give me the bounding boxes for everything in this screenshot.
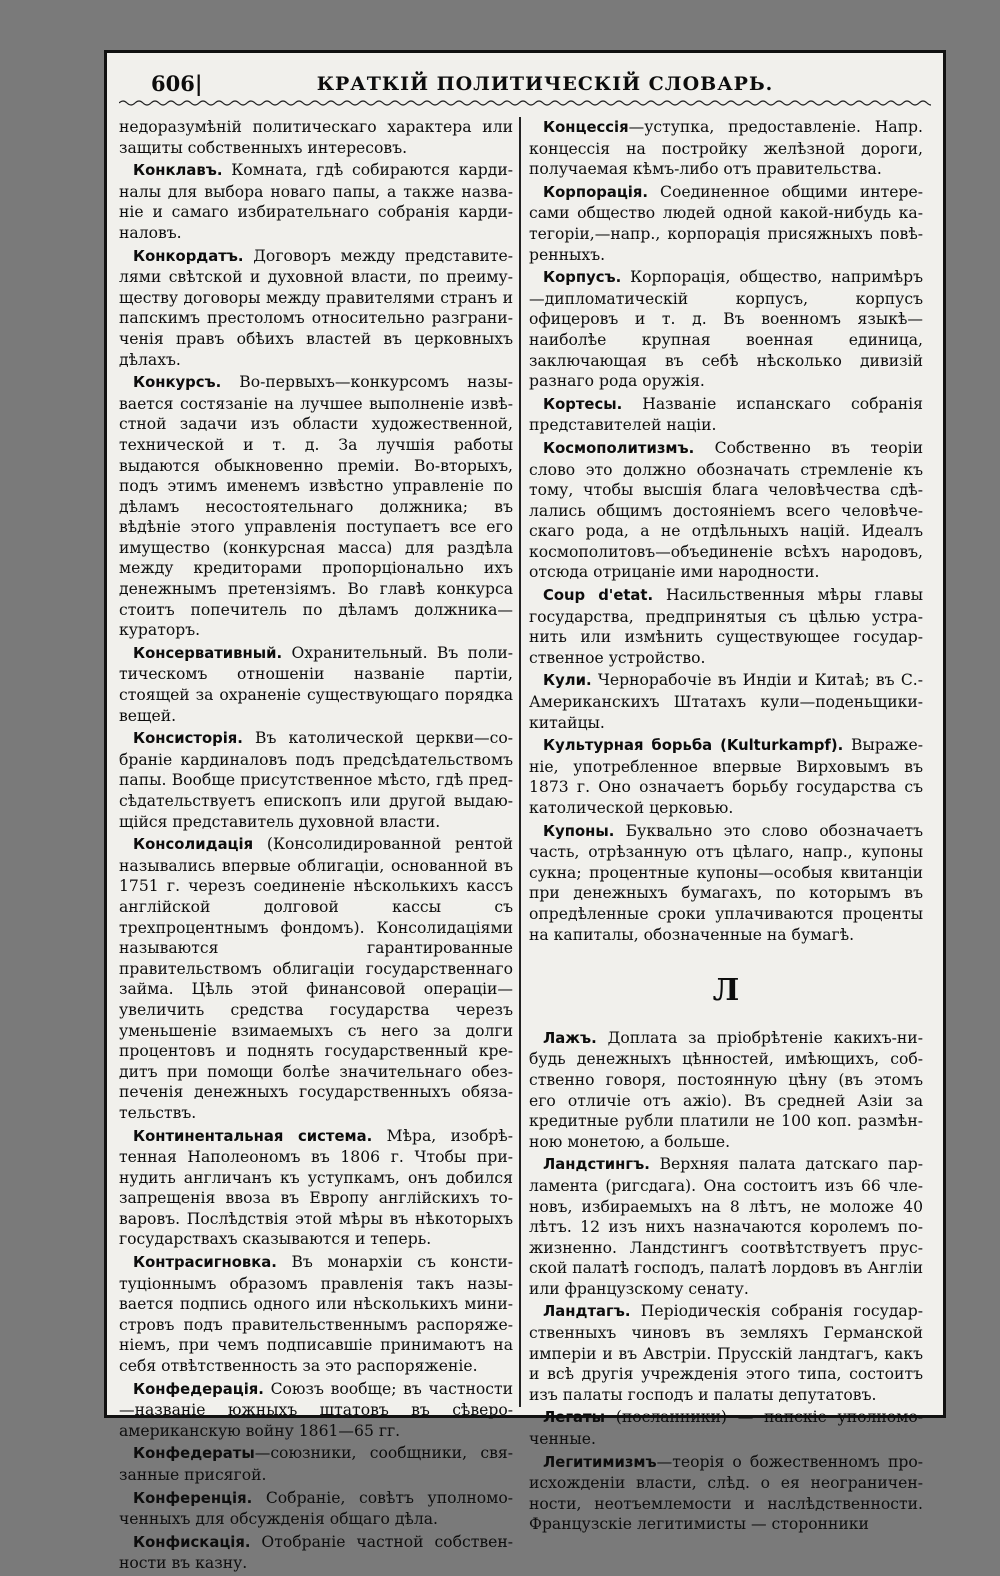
dictionary-entry (529, 1301, 923, 1405)
entry-term: Конфискація. (133, 1533, 251, 1551)
entry-term: Конференція. (133, 1489, 253, 1507)
entry-term: Легаты (543, 1409, 605, 1427)
dictionary-entry (119, 1443, 513, 1485)
dictionary-entry (119, 1488, 513, 1530)
entry-term: Coup d'etat. (543, 587, 654, 605)
entry-term: Консисторія. (133, 730, 243, 748)
entry-term: Концессія (543, 119, 629, 136)
entry-term: Космополитизмъ. (543, 439, 695, 457)
right-column (529, 117, 923, 1537)
entry-definition: Чернорабочіе въ Индіи и Китаѣ; въ С.-Американскихъ Штатахъ кули—поденьщики-китайцы. (529, 671, 923, 732)
dictionary-entry (529, 585, 923, 668)
page (104, 50, 946, 1573)
running-title: КРАТКІЙ ПОЛИТИЧЕСКІЙ СЛОВАРЬ. (316, 73, 774, 95)
dictionary-entry (529, 438, 923, 583)
entry-definition: Соединенное общими интересами общество людей одной какой-нибудь категоріи,—напр., корпорація присяжныхъ повѣренныхъ. (529, 182, 923, 264)
entry-term: Ландтагъ. (543, 1303, 631, 1321)
entry-term: Ландстингъ. (543, 1156, 650, 1174)
entry-definition: Насильственныя мѣры главы государства, предпринятыя съ цѣлью устранить или измѣнить существующее государственное устройство. (529, 586, 924, 667)
entry-definition: Періодическія собранія государственныхъ чиновъ въ земляхъ Германской имперіи и въ Австріи. Прусскій ландтагъ, какъ и всѣ другія учрежденія этого типа, состоитъ изъ палаты господъ и палаты депутатовъ. (529, 1302, 923, 1404)
entry-definition: Охранительный. Въ политическомъ отношеніи названіе партіи, стоящей за охраненіе существующаго порядка вещей. (119, 643, 513, 725)
dictionary-entry (119, 643, 513, 726)
entry-definition: (посланники) — папскіе уполномоченные. (529, 1408, 923, 1449)
section-letter: Л (712, 973, 740, 1009)
dictionary-entry (119, 1379, 513, 1442)
entry-term: Кортесы. (543, 395, 623, 413)
entry-definition: Мѣра, изобрѣтенная Наполеономъ въ 1806 г. Чтобы принудить англичанъ къ уступкамъ, онъ добился запрещенія ввоза въ Европу англійскихъ товаровъ. Послѣдствія этой мѣры въ нѣкоторыхъ государствахъ сказываются и теперь. (119, 1126, 513, 1249)
entry-term: Корпорація. (543, 183, 648, 201)
dictionary-entry (119, 160, 513, 243)
entry-term: Конклавъ. (133, 162, 223, 180)
dictionary-entry (119, 246, 513, 371)
entry-definition: Отобраніе частной собственности въ казну. (119, 1532, 513, 1573)
entry-definition: Названіе испанскаго собранія представителей націи. (529, 394, 923, 435)
entry-term: Кули. (543, 672, 592, 690)
entry-definition: Въ католической церкви—собраніе кардиналовъ подъ предсѣдательствомъ папы. Вообще присутственное мѣсто, гдѣ предсѣдательствуетъ епископъ или другой выдающійся представитель духовной власти. (119, 729, 513, 831)
dictionary-entry (529, 670, 923, 733)
page-header (107, 61, 943, 101)
dictionary-entry (119, 117, 513, 158)
dictionary-entry (529, 1407, 923, 1449)
entry-definition: Выраженіе, употребленное впервые Вирховымъ въ 1873 г. Оно означаетъ борьбу государства съ католической церковью. (529, 736, 923, 817)
entry-term: Конфедерація. (133, 1380, 264, 1398)
entry-term: Конкордатъ. (133, 247, 244, 265)
dictionary-entry (529, 394, 923, 436)
entry-term: Конфедераты (133, 1445, 255, 1463)
dictionary-entry (119, 1532, 513, 1574)
wavy-rule (119, 99, 931, 107)
entry-term: Корпусъ. (543, 269, 622, 287)
entry-definition: —уступка, предоставленіе. Напр. концессія на постройку желѣзной дороги, получаемая кѣмъ-либо отъ правительства. (529, 118, 923, 179)
dictionary-entry (119, 372, 513, 641)
entry-term: Культурная борьба (Kulturkampf). (543, 737, 844, 755)
dictionary-entry (119, 728, 513, 832)
entry-definition: Верхняя палата датскаго парламента (ригсдага). Она состоитъ изъ 66 членовъ, избираемыхъ на 8 лѣтъ, не моложе 40 лѣтъ. 12 изъ нихъ назначаются королемъ пожизненно. Ландстингъ соотвѣтствуетъ прусской палатѣ господъ, палатѣ лордовъ въ Англіи или французскому сенату. (529, 1155, 923, 1298)
dictionary-entry (529, 1452, 923, 1535)
dictionary-entry (529, 1154, 923, 1299)
entry-definition: Доплата за пріобрѣтеніе какихъ-нибудь денежныхъ цѣнностей, имѣющихъ, собственно говоря, постоянную цѣну (въ этомъ его отличіе отъ ажіо). Въ средней Азіи за кредитные рубли платили не 100 коп. размѣнною монетою, а больше. (529, 1028, 923, 1151)
column-divider (519, 117, 521, 1407)
entry-term: Консервативный. (133, 644, 283, 662)
dictionary-entry (119, 1252, 513, 1377)
dictionary-entry (119, 1126, 513, 1251)
entry-definition: Комната, гдѣ собираются кардиналы для выбора новаго папы, а также названіе и самаго избирательнаго собранія кардиналовъ. (119, 161, 513, 242)
dictionary-entry (529, 182, 923, 265)
dictionary-entry (529, 735, 923, 818)
entry-term: Конкурсъ. (133, 374, 222, 392)
entry-definition: Собственно въ теоріи слово это должно обозначать стремленіе къ тому, чтобы высшія блага человѣчества сдѣлались общимъ достояніемъ всего человѣческаго рода, а не отдѣльныхъ націй. Идеалъ космополитовъ—объединеніе всѣхъ народовъ, отсюда отрицаніе ими народности. (529, 438, 923, 582)
entry-definition: Союзъ вообще; въ частности—названіе южныхъ штатовъ въ сѣверо-американскую войну 1861—65 гг. (119, 1379, 513, 1440)
entry-definition: (Консолидированной рентой назывались впервые облигаціи, основанной въ 1751 г. черезъ соединеніе нѣсколькихъ кассъ англійской долговой кассы съ трехпроцентнымъ фондомъ). Консолидаціями называются гарантированные правительствомъ облигаціи государственнаго займа. Цѣль этой финансовой операціи—увеличить средства государства черезъ уменьшеніе взимаемыхъ съ него за долги процентовъ и поднять государственный кредитъ при помощи болѣе значительнаго обезпеченія денежныхъ государственныхъ обязательствъ. (119, 835, 513, 1122)
dictionary-entry (119, 834, 513, 1123)
entry-definition: Буквально это слово обозначаетъ часть, отрѣзанную отъ цѣлаго, напр., купоны сукна; процентные купоны—особыя квитанціи при денежныхъ бумагахъ, по которымъ въ опредѣленные сроки уплачиваются проценты на капиталы, обозначенные на бумагѣ. (529, 821, 923, 944)
entry-definition: недоразумѣній политическаго характера или защиты собственныхъ интересовъ. (119, 118, 513, 157)
entry-definition: Договоръ между представителями свѣтской и духовной власти, по преимуществу договоры между правителями странъ и папскимъ престоломъ относительно разграниченія правъ обѣихъ властей въ церковныхъ дѣлахъ. (119, 246, 513, 369)
entry-term: Контрасигновка. (133, 1254, 277, 1272)
entry-definition: —союзники, сообщники, связанные присягой. (119, 1444, 513, 1484)
entries-k (529, 117, 923, 945)
dictionary-entry (529, 821, 923, 946)
entry-definition: Въ монархіи съ конституціоннымъ образомъ правленія такъ называется подпись одного или нѣсколькихъ министровъ подъ правительственнымъ распоряженіемъ, при чемъ подписавшіе принимаютъ на себя отвѣтственность за это распоряженіе. (119, 1253, 513, 1376)
entry-term: Купоны. (543, 822, 615, 840)
left-column (119, 117, 513, 1576)
dictionary-entry (529, 267, 923, 392)
entry-definition: Корпорація, общество, напримѣръ—дипломатическій корпусъ, корпусъ офицеровъ и т. д. Въ военномъ языкѣ—наиболѣе крупная военная единица, заключающая въ себѣ нѣсколько дивизій разнаго рода оружія. (529, 268, 923, 391)
entry-definition: —теорія о божественномъ происхожденіи власти, слѣд. о ея неограниченности, неотъемлемости и наслѣдственности. Французскіе легитимисты — сторонники (529, 1452, 923, 1534)
entry-definition: Собраніе, совѣтъ уполномоченныхъ для обсужденія общаго дѣла. (119, 1488, 513, 1529)
entry-term: Континентальная система. (133, 1127, 373, 1145)
page-number: 606| (151, 71, 203, 96)
dictionary-entry (529, 1028, 923, 1153)
entries-l (529, 1028, 923, 1535)
entry-definition: Во-первыхъ—конкурсомъ называется состязаніе на лучшее выполненіе извѣстной задачи изъ области художественной, технической и т. д. За лучшія работы выдаются обыкновенно преміи. Во-вторыхъ, подъ этимъ именемъ извѣстно управленіе по дѣламъ несостоятельнаго должника; въ вѣдѣніе этого управленія поступаетъ все его имущество (конкурсная масса) для раздѣла между кредиторами пропорціонально ихъ денежнымъ претензіямъ. Во главѣ конкурса стоитъ попечитель по дѣламъ должника—кураторъ. (119, 373, 513, 640)
entry-term: Лажъ. (543, 1029, 597, 1047)
entry-term: Консолидація (133, 836, 254, 854)
entry-term: Легитимизмъ (543, 1453, 657, 1471)
dictionary-entry (529, 117, 923, 180)
